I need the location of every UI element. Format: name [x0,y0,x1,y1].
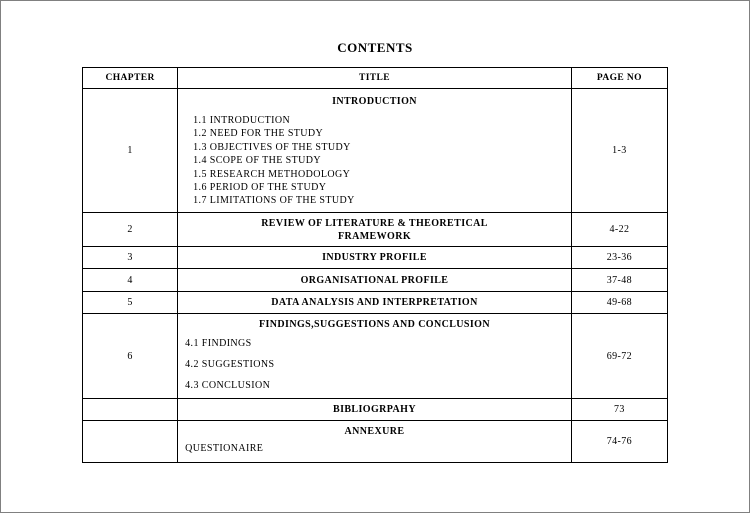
subsection-list [178,114,571,208]
page-range: 69-72 [571,314,667,399]
list-item: 1.4 SCOPE OF THE STUDY [193,155,321,167]
list-item: 4.3 CONCLUSION [185,380,271,391]
chapter-number: 3 [83,247,178,269]
chapter-title: REVIEW OF LITERATURE & THEORETICAL [261,217,488,229]
chapter-title: INDUSTRY PROFILE [178,247,572,269]
header-chapter: CHAPTER [83,68,178,89]
contents-table [82,67,668,463]
page-range: 73 [571,399,667,421]
table-row [83,247,668,269]
header-page-no: PAGE NO [571,68,667,89]
page-range: 4-22 [571,213,667,247]
chapter-number: 2 [83,213,178,247]
chapter-title: BIBLIOGRPAHY [178,399,572,421]
page-range: 1-3 [571,89,667,213]
table-row [83,269,668,292]
list-item: 1.5 RESEARCH METHODOLOGY [193,168,351,180]
chapter-number [83,421,178,463]
page-range: 23-36 [571,247,667,269]
list-item: 4.1 FINDINGS [185,338,252,349]
page-range: 74-76 [571,421,667,463]
list-item: 1.2 NEED FOR THE STUDY [193,128,324,140]
chapter-title-cell [178,89,572,213]
chapter-title: ORGANISATIONAL PROFILE [178,269,572,292]
page-range: 37-48 [571,269,667,292]
table-row [83,89,668,213]
table-row [83,314,668,399]
list-item: 1.3 OBJECTIVES OF THE STUDY [193,141,351,153]
list-item: 1.7 LIMITATIONS OF THE STUDY [193,195,355,207]
chapter-title-cell [178,421,572,463]
subsection-list [178,438,571,459]
table-row [83,292,668,314]
table-row [83,399,668,421]
chapter-title: FINDINGS,SUGGESTIONS AND CONCLUSION [258,319,490,330]
chapter-title: ANNEXURE [344,426,405,437]
page-title: CONTENTS [337,40,413,55]
chapter-title: DATA ANALYSIS AND INTERPRETATION [178,292,572,314]
subsection-list [178,333,571,396]
page-range: 49-68 [571,292,667,314]
chapter-number: 4 [83,269,178,292]
chapter-title-cell [178,213,572,247]
list-item: QUESTIONAIRE [185,443,264,454]
header-title: TITLE [178,68,572,89]
list-item: 1.6 PERIOD OF THE STUDY [193,182,327,194]
list-item: 1.1 INTRODUCTION [193,115,291,126]
chapter-number: 1 [83,89,178,213]
table-row [83,421,668,463]
list-item: 4.2 SUGGESTIONS [185,359,275,370]
chapter-title: INTRODUCTION [332,96,417,107]
table-row [83,213,668,247]
chapter-number: 5 [83,292,178,314]
table-header-row [83,68,668,89]
chapter-title-cell [178,314,572,399]
chapter-title-continued: FRAMEWORK [337,230,412,242]
chapter-number: 6 [83,314,178,399]
chapter-number [83,399,178,421]
